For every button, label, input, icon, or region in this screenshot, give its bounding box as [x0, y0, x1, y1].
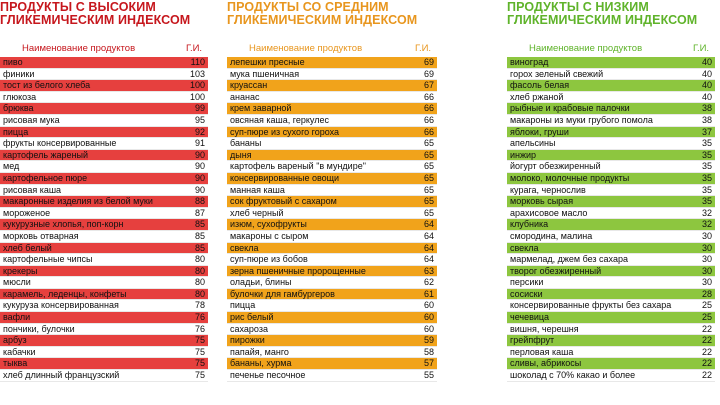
gi-value: 37 [701, 126, 712, 137]
product-table [0, 57, 208, 382]
product-name: оладьи, блины [230, 277, 292, 288]
table-row [227, 127, 437, 139]
product-name: папайя, манго [230, 346, 289, 357]
gi-value: 25 [701, 300, 712, 311]
product-name: булочки для гамбургеров [230, 288, 335, 299]
low-gi-column [507, 0, 715, 382]
product-name: мед [3, 161, 20, 172]
gi-value: 66 [423, 114, 434, 125]
title-line: ГЛИКЕМИЧЕСКИМ ИНДЕКСОМ [0, 13, 191, 27]
gi-value: 63 [423, 265, 434, 276]
product-name: брюква [3, 103, 34, 114]
table-row [227, 358, 437, 370]
table-row [507, 243, 715, 255]
table-row [507, 185, 715, 197]
low-gi-title [507, 0, 715, 40]
title-line: ПРОДУКТЫ С ВЫСОКИМ [0, 0, 156, 14]
table-row [0, 300, 208, 312]
gi-value: 85 [194, 219, 205, 230]
title-line: ПРОДУКТЫ С НИЗКИМ [507, 0, 649, 14]
table-row [0, 243, 208, 255]
product-name: финики [3, 68, 35, 79]
gi-value: 57 [423, 358, 434, 369]
product-name: ананас [230, 91, 260, 102]
gi-value: 99 [194, 103, 205, 114]
gi-value: 64 [423, 219, 434, 230]
gi-value: 90 [194, 172, 205, 183]
table-row [0, 254, 208, 266]
product-name: овсяная каша, геркулес [230, 114, 329, 125]
product-name: макароны с сыром [230, 230, 309, 241]
high-gi-column [0, 0, 208, 382]
title-line: ГЛИКЕМИЧЕСКИМ ИНДЕКСОМ [227, 13, 418, 27]
product-name: вафли [3, 312, 31, 323]
gi-value: 69 [423, 57, 434, 67]
table-row [507, 289, 715, 301]
gi-value: 60 [423, 323, 434, 334]
product-name: морковь отварная [3, 230, 79, 241]
gi-value: 25 [701, 312, 712, 323]
gi-value: 65 [423, 172, 434, 183]
product-name: хлеб черный [230, 207, 284, 218]
gi-value: 66 [423, 91, 434, 102]
table-row [507, 312, 715, 324]
product-name: кукурузные хлопья, поп-корн [3, 219, 124, 230]
gi-value: 30 [701, 254, 712, 265]
gi-value: 90 [194, 149, 205, 160]
table-row [507, 57, 715, 69]
gi-value: 64 [423, 254, 434, 265]
table-header [227, 40, 437, 57]
product-name: яблоки, груши [510, 126, 569, 137]
gi-value: 88 [194, 196, 205, 207]
table-row [227, 138, 437, 150]
product-table [507, 57, 715, 382]
gi-value: 103 [189, 68, 205, 79]
table-row [0, 335, 208, 347]
product-name: клубника [510, 219, 549, 230]
product-name: апельсины [510, 138, 556, 149]
gi-value: 40 [701, 91, 712, 102]
product-name: тыква [3, 358, 28, 369]
table-row [0, 266, 208, 278]
gi-value: 110 [190, 57, 205, 67]
product-name: изюм, сухофрукты [230, 219, 307, 230]
product-name: рыбные и крабовые палочки [510, 103, 630, 114]
gi-value: 22 [701, 358, 712, 369]
header-name: Наименование продуктов [249, 43, 363, 54]
table-row [507, 208, 715, 220]
product-name: рисовая каша [3, 184, 62, 195]
gi-value: 22 [701, 346, 712, 357]
table-row [227, 289, 437, 301]
table-row [0, 370, 208, 382]
gi-value: 66 [423, 103, 434, 114]
product-name: карамель, леденцы, конфеты [3, 288, 127, 299]
product-name: картофель жареный [3, 149, 89, 160]
gi-value: 66 [423, 126, 434, 137]
product-name: пирожки [230, 335, 265, 346]
table-row [507, 335, 715, 347]
gi-value: 30 [701, 265, 712, 276]
gi-value: 65 [423, 196, 434, 207]
product-name: крекеры [3, 265, 38, 276]
table-row [227, 57, 437, 69]
product-name: пиво [3, 57, 23, 67]
product-name: пицца [3, 126, 29, 137]
product-name: перловая каша [510, 346, 574, 357]
gi-value: 65 [423, 149, 434, 160]
product-name: сливы, абрикосы [510, 358, 582, 369]
table-row [227, 277, 437, 289]
gi-value: 35 [701, 138, 712, 149]
product-name: арбуз [3, 335, 27, 346]
table-row [0, 358, 208, 370]
gi-value: 91 [194, 138, 205, 149]
product-name: рисовая мука [3, 114, 60, 125]
gi-value: 38 [701, 114, 712, 125]
table-row [507, 254, 715, 266]
table-row [0, 277, 208, 289]
product-name: грейпфрут [510, 335, 555, 346]
product-name: арахисовое масло [510, 207, 588, 218]
product-name: мука пшеничная [230, 68, 300, 79]
product-name: консервированные овощи [230, 172, 340, 183]
gi-value: 85 [194, 230, 205, 241]
gi-value: 75 [194, 370, 205, 381]
table-row [227, 231, 437, 243]
gi-value: 35 [701, 184, 712, 195]
product-name: чечевица [510, 312, 550, 323]
product-name: шоколад с 70% какао и более [510, 370, 636, 381]
table-row [0, 92, 208, 104]
product-name: мармелад, джем без сахара [510, 254, 628, 265]
table-row [227, 300, 437, 312]
table-row [0, 173, 208, 185]
gi-value: 32 [701, 219, 712, 230]
gi-value: 100 [189, 80, 205, 91]
product-name: хлеб ржаной [510, 91, 564, 102]
product-name: творог обезжиренный [510, 265, 602, 276]
table-row [507, 347, 715, 359]
gi-value: 62 [423, 277, 434, 288]
product-name: сок фруктовый с сахаром [230, 196, 337, 207]
product-name: печенье песочное [230, 370, 306, 381]
title-line: ПРОДУКТЫ СО СРЕДНИМ [227, 0, 389, 14]
gi-value: 87 [194, 207, 205, 218]
gi-value: 75 [194, 346, 205, 357]
table-row [227, 173, 437, 185]
gi-value: 76 [194, 312, 205, 323]
table-row [227, 150, 437, 162]
gi-value: 28 [701, 288, 712, 299]
gi-value: 69 [423, 68, 434, 79]
title-line: ГЛИКЕМИЧЕСКИМ ИНДЕКСОМ [507, 13, 698, 27]
gi-value: 95 [194, 114, 205, 125]
gi-value: 85 [194, 242, 205, 253]
product-name: зерна пшеничные пророщенные [230, 265, 366, 276]
gi-value: 38 [701, 103, 712, 114]
table-row [507, 92, 715, 104]
product-name: сахароза [230, 323, 268, 334]
product-name: горох зеленый свежий [510, 68, 604, 79]
table-row [227, 347, 437, 359]
product-name: курага, чернослив [510, 184, 586, 195]
table-row [507, 127, 715, 139]
product-name: картофель вареный "в мундире" [230, 161, 366, 172]
table-row [507, 80, 715, 92]
product-name: консервированные фрукты без сахара [510, 300, 672, 311]
table-row [0, 185, 208, 197]
gi-value: 30 [701, 242, 712, 253]
mid-gi-column [227, 0, 437, 382]
gi-value: 22 [701, 335, 712, 346]
gi-value: 64 [423, 230, 434, 241]
product-name: хлеб белый [3, 242, 52, 253]
table-row [0, 231, 208, 243]
table-row [507, 324, 715, 336]
product-name: бананы [230, 138, 262, 149]
product-name: морковь сырая [510, 196, 574, 207]
product-name: рис белый [230, 312, 274, 323]
table-row [507, 231, 715, 243]
product-name: сосиски [510, 288, 543, 299]
gi-value: 78 [194, 300, 205, 311]
table-row [0, 219, 208, 231]
product-name: хлеб длинный французский [3, 370, 120, 381]
gi-value: 65 [423, 138, 434, 149]
table-header [507, 40, 715, 57]
table-row [0, 347, 208, 359]
product-name: пончики, булочки [3, 323, 75, 334]
product-name: манная каша [230, 184, 285, 195]
gi-value: 40 [701, 57, 712, 67]
header-name: Наименование продуктов [22, 43, 136, 54]
table-row [227, 161, 437, 173]
table-row [0, 57, 208, 69]
table-row [0, 324, 208, 336]
product-name: молоко, молочные продукты [510, 172, 630, 183]
table-row [0, 127, 208, 139]
gi-value: 80 [194, 254, 205, 265]
table-row [507, 103, 715, 115]
product-name: тост из белого хлеба [3, 80, 91, 91]
gi-value: 22 [701, 370, 712, 381]
table-row [507, 370, 715, 382]
product-name: глюкоза [3, 91, 37, 102]
gi-value: 59 [423, 335, 434, 346]
gi-value: 100 [189, 91, 205, 102]
gi-value: 60 [423, 312, 434, 323]
product-name: персики [510, 277, 544, 288]
gi-value: 75 [194, 335, 205, 346]
table-row [0, 208, 208, 220]
product-name: мороженое [3, 207, 51, 218]
table-row [0, 138, 208, 150]
table-row [227, 80, 437, 92]
table-row [507, 161, 715, 173]
gi-value: 35 [701, 196, 712, 207]
product-name: инжир [510, 149, 537, 160]
table-row [227, 324, 437, 336]
product-name: мюсли [3, 277, 31, 288]
table-row [227, 243, 437, 255]
gi-value: 64 [423, 242, 434, 253]
product-name: виноград [510, 57, 549, 67]
product-name: пицца [230, 300, 256, 311]
table-row [507, 69, 715, 81]
table-row [507, 196, 715, 208]
gi-value: 65 [423, 161, 434, 172]
product-name: кабачки [3, 346, 36, 357]
gi-value: 58 [423, 346, 434, 357]
product-name: смородина, малина [510, 230, 593, 241]
product-name: йогурт обезжиренный [510, 161, 601, 172]
product-name: суп-пюре из бобов [230, 254, 308, 265]
gi-value: 92 [194, 126, 205, 137]
gi-value: 60 [423, 300, 434, 311]
product-name: картофельное пюре [3, 172, 88, 183]
table-row [227, 92, 437, 104]
table-row [507, 173, 715, 185]
table-row [507, 277, 715, 289]
product-name: фасоль белая [510, 80, 570, 91]
gi-value: 40 [701, 68, 712, 79]
gi-value: 35 [701, 172, 712, 183]
product-name: лепешки пресные [230, 57, 305, 67]
product-name: фрукты консервированные [3, 138, 117, 149]
product-name: свекла [230, 242, 259, 253]
table-row [227, 115, 437, 127]
gi-value: 80 [194, 277, 205, 288]
table-row [227, 185, 437, 197]
table-row [227, 208, 437, 220]
table-row [0, 150, 208, 162]
product-name: дыня [230, 149, 252, 160]
header-gi: Г.И. [692, 43, 710, 54]
table-row [227, 219, 437, 231]
product-name: макароны из муки грубого помола [510, 114, 653, 125]
table-row [507, 138, 715, 150]
table-row [0, 312, 208, 324]
product-name: кукуруза консервированная [3, 300, 119, 311]
table-row [0, 103, 208, 115]
gi-value: 80 [194, 288, 205, 299]
gi-value: 40 [701, 80, 712, 91]
table-header [0, 40, 208, 57]
table-row [0, 69, 208, 81]
table-row [227, 370, 437, 382]
table-row [0, 115, 208, 127]
table-row [227, 312, 437, 324]
product-table [227, 57, 437, 382]
table-row [227, 103, 437, 115]
product-name: круассан [230, 80, 268, 91]
gi-value: 80 [194, 265, 205, 276]
gi-value: 35 [701, 149, 712, 160]
gi-value: 32 [701, 207, 712, 218]
table-row [227, 196, 437, 208]
gi-value: 30 [701, 230, 712, 241]
table-row [507, 219, 715, 231]
product-name: бананы, хурма [230, 358, 292, 369]
table-row [227, 69, 437, 81]
gi-value: 90 [194, 184, 205, 195]
product-name: макаронные изделия из белой муки [3, 196, 153, 207]
gi-value: 22 [701, 323, 712, 334]
table-row [0, 196, 208, 208]
table-row [227, 335, 437, 347]
gi-value: 90 [194, 161, 205, 172]
product-name: суп-пюре из сухого гороха [230, 126, 340, 137]
table-row [507, 266, 715, 278]
mid-gi-title [227, 0, 437, 40]
product-name: крем заварной [230, 103, 292, 114]
table-row [507, 358, 715, 370]
gi-value: 75 [194, 358, 205, 369]
table-row [0, 80, 208, 92]
product-name: свекла [510, 242, 539, 253]
gi-value: 35 [701, 161, 712, 172]
gi-value: 61 [423, 288, 434, 299]
table-row [0, 289, 208, 301]
table-row [0, 161, 208, 173]
product-name: вишня, черешня [510, 323, 579, 334]
header-gi: Г.И. [185, 43, 203, 54]
gi-value: 65 [423, 207, 434, 218]
table-row [507, 150, 715, 162]
gi-value: 67 [423, 80, 434, 91]
product-name: картофельные чипсы [3, 254, 93, 265]
gi-value: 76 [194, 323, 205, 334]
high-gi-title [0, 0, 208, 40]
gi-value: 65 [423, 184, 434, 195]
table-row [227, 266, 437, 278]
header-gi: Г.И. [414, 43, 432, 54]
table-row [227, 254, 437, 266]
table-row [507, 300, 715, 312]
header-name: Наименование продуктов [529, 43, 643, 54]
gi-value: 55 [423, 370, 434, 381]
table-row [507, 115, 715, 127]
gi-value: 30 [701, 277, 712, 288]
